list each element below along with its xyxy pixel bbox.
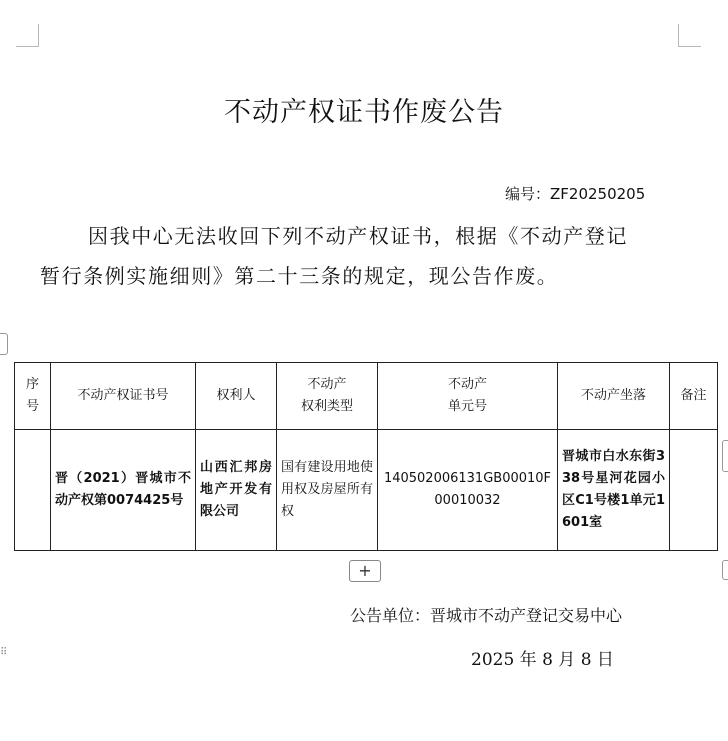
drag-handle-icon[interactable]: ⠿ bbox=[0, 647, 8, 658]
body-paragraph-line-1: 因我中心无法收回下列不动产权证书，根据《不动产登记 bbox=[88, 224, 628, 248]
table-header-row bbox=[15, 363, 718, 430]
page-corner-mark-top-left bbox=[16, 24, 39, 47]
header-cert-no: 不动产权证书号 bbox=[51, 363, 196, 430]
cell-location[interactable]: 晋城市白水东街338号星河花园小区C1号楼1单元1601室 bbox=[558, 430, 670, 551]
cell-unit-no[interactable]: 140502006131GB00010F00010032 bbox=[378, 430, 558, 551]
table-select-handle[interactable] bbox=[0, 333, 8, 355]
document-title: 不动产权证书作废公告 bbox=[224, 97, 504, 128]
cell-right-type[interactable]: 国有建设用地使用权及房屋所有权 bbox=[277, 430, 378, 551]
body-paragraph-line-2: 暂行条例实施细则》第二十三条的规定，现公告作废。 bbox=[40, 264, 559, 288]
cell-remark[interactable] bbox=[670, 430, 718, 551]
row-resize-handle[interactable] bbox=[722, 440, 728, 472]
header-remark: 备注 bbox=[670, 363, 718, 430]
header-seq: 序 号 bbox=[15, 363, 51, 430]
issue-date: 2025 年 8 月 8 日 bbox=[471, 650, 614, 670]
add-row-button[interactable]: + bbox=[349, 560, 381, 582]
cell-cert-no[interactable]: 晋（2021）晋城市不动产权第0074425号 bbox=[51, 430, 196, 551]
header-unit-no: 不动产 单元号 bbox=[378, 363, 558, 430]
header-owner: 权利人 bbox=[196, 363, 277, 430]
document-number: 编号：ZF20250205 bbox=[505, 185, 646, 203]
certificate-table bbox=[14, 362, 718, 551]
column-resize-handle[interactable] bbox=[722, 560, 728, 580]
header-location: 不动产坐落 bbox=[558, 363, 670, 430]
cell-owner[interactable]: 山西汇邦房地产开发有限公司 bbox=[196, 430, 277, 551]
header-right-type: 不动产 权利类型 bbox=[277, 363, 378, 430]
cell-seq[interactable] bbox=[15, 430, 51, 551]
page-corner-mark-top-right bbox=[678, 24, 701, 47]
table-row bbox=[15, 430, 718, 551]
issuing-agency: 公告单位：晋城市不动产登记交易中心 bbox=[350, 606, 623, 625]
